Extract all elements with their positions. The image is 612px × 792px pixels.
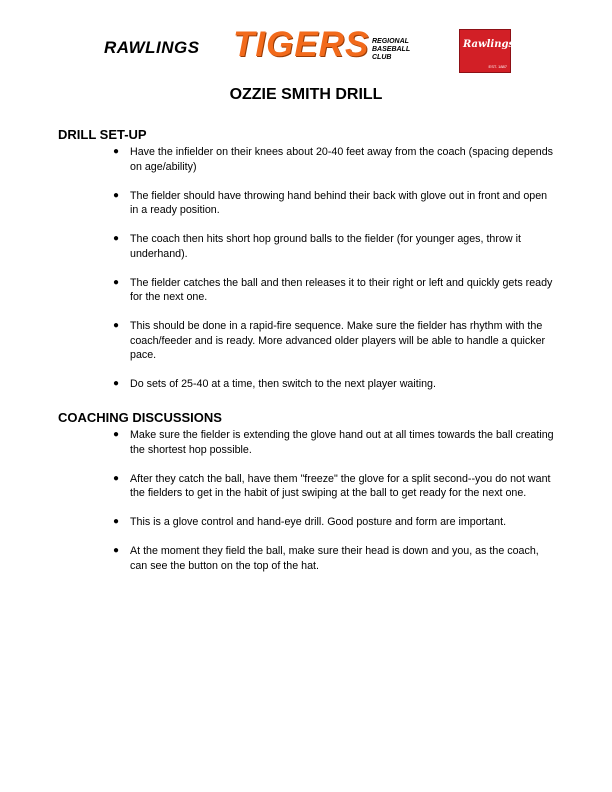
list-item <box>0 145 612 174</box>
bullet-icon: ● <box>113 276 120 288</box>
header <box>0 24 612 78</box>
drill-setup-list <box>0 145 612 406</box>
list-item <box>0 276 612 305</box>
coaching-discussions-heading: COACHING DISCUSSIONS <box>58 410 222 425</box>
bullet-icon: ● <box>113 429 120 440</box>
bullet-icon: ● <box>113 472 120 484</box>
bullet-icon: ● <box>113 233 120 244</box>
bullet-icon: ● <box>113 378 120 389</box>
club-subtitle-line-3: CLUB <box>372 54 392 61</box>
tigers-wordmark: TIGERS <box>233 25 370 64</box>
club-subtitle-line-1: REGIONAL <box>372 38 409 45</box>
bullet-icon: ● <box>113 516 120 527</box>
list-item <box>0 232 612 261</box>
coaching-discussions-list <box>0 428 612 588</box>
list-item <box>0 515 612 530</box>
list-item <box>0 189 612 218</box>
list-item-text: After they catch the ball, have them "freeze" the glove for a split second--you do not want the fielders to get in the habit of just swiping at the ball to get ready for the next one. <box>130 472 551 499</box>
list-item <box>0 377 612 392</box>
club-subtitle-line-2: BASEBALL <box>372 46 411 53</box>
bullet-icon: ● <box>113 320 120 331</box>
list-item <box>0 319 612 363</box>
list-item <box>0 428 612 457</box>
list-item <box>0 544 612 573</box>
bullet-icon: ● <box>113 545 120 556</box>
bullet-icon: ● <box>113 189 120 201</box>
list-item-text: Do sets of 25-40 at a time, then switch to the next player waiting. <box>130 378 436 390</box>
list-item-text: This is a glove control and hand-eye drill. Good posture and form are important. <box>130 516 507 528</box>
rawlings-logo-script: Rawlings <box>463 39 515 50</box>
list-item-text: This should be done in a rapid-fire sequence. Make sure the fielder has rhythm with the coach/feeder and is ready. More advanced older players will be able to handle a quicker pace. <box>130 320 546 361</box>
rawlings-wordmark: RAWLINGS <box>104 38 200 57</box>
list-item-text: At the moment they field the ball, make sure their head is down and you, as the coach, can see the button on the top of the hat. <box>130 545 539 572</box>
list-item <box>0 472 612 501</box>
bullet-icon: ● <box>113 146 120 157</box>
list-item-text: The coach then hits short hop ground balls to the fielder (for younger ages, throw it underhand). <box>130 233 521 260</box>
page-title: OZZIE SMITH DRILL <box>229 86 383 103</box>
drill-setup-heading: DRILL SET-UP <box>58 127 147 142</box>
list-item-text: The fielder catches the ball and then releases it to their right or left and quickly gets ready for the next one. <box>130 276 553 303</box>
rawlings-logo <box>459 29 515 73</box>
club-subtitle <box>372 38 442 62</box>
list-item-text: The fielder should have throwing hand behind their back with glove out in front and open in a ready position. <box>130 189 548 216</box>
list-item-text: Have the infielder on their knees about 20-40 feet away from the coach (spacing depends on age/ability) <box>130 146 554 173</box>
rawlings-logo-est: EST. 1887 <box>488 64 507 69</box>
list-item-text: Make sure the fielder is extending the glove hand out at all times towards the ball creating the shortest hop possible. <box>130 429 554 456</box>
